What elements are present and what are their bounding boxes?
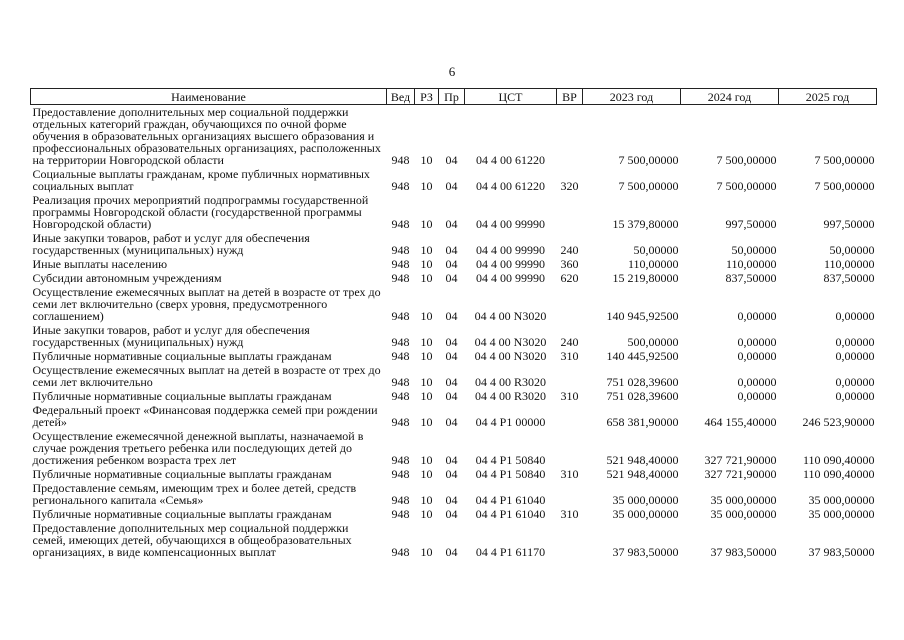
- header-2024: 2024 год: [681, 89, 779, 105]
- row-ved: 948: [391, 153, 410, 167]
- row-pr: 04: [445, 271, 458, 285]
- table-row: [31, 403, 877, 429]
- header-cst: ЦСТ: [465, 89, 557, 105]
- header-rz: РЗ: [415, 89, 439, 105]
- table-row: [31, 193, 877, 231]
- row-2024: 0,00000: [737, 309, 777, 323]
- table-row: [31, 271, 877, 285]
- row-rz: 10: [420, 467, 433, 481]
- row-2024: 0,00000: [737, 375, 777, 389]
- row-name: Осуществление ежемесячных выплат на детей в возрасте от трех до семи лет включительно (сверх уровня, предусмотренного соглашением): [32, 285, 381, 323]
- row-ved: 948: [391, 179, 410, 193]
- row-rz: 10: [420, 243, 433, 257]
- row-2023: 521 948,40000: [606, 467, 679, 481]
- row-vr: 620: [560, 271, 579, 285]
- row-cst: 04 4 00 99990: [476, 243, 545, 257]
- row-2024: 37 983,50000: [710, 545, 777, 559]
- row-pr: 04: [445, 467, 458, 481]
- row-2024: 7 500,00000: [716, 179, 777, 193]
- row-2023: 7 500,00000: [618, 153, 679, 167]
- row-2025: 50,00000: [829, 243, 875, 257]
- row-2025: 35 000,00000: [808, 493, 875, 507]
- table-row: [31, 323, 877, 349]
- row-pr: 04: [445, 545, 458, 559]
- row-rz: 10: [420, 217, 433, 231]
- row-2024: 0,00000: [737, 389, 777, 403]
- row-pr: 04: [445, 257, 458, 271]
- row-name: Осуществление ежемесячных выплат на детей в возрасте от трех до семи лет включительно: [32, 363, 381, 389]
- row-cst: 04 4 00 61220: [476, 179, 545, 193]
- row-name: Иные закупки товаров, работ и услуг для обеспечения государственных (муниципальных) нужд: [32, 323, 310, 349]
- row-vr: 310: [560, 467, 579, 481]
- row-2023: 751 028,39600: [606, 375, 679, 389]
- row-rz: 10: [420, 375, 433, 389]
- row-pr: 04: [445, 415, 458, 429]
- row-2023: 658 381,90000: [606, 415, 679, 429]
- row-2025: 246 523,90000: [802, 415, 875, 429]
- row-cst: 04 4 P1 61040: [475, 507, 546, 521]
- table-row: [31, 521, 877, 559]
- row-ved: 948: [391, 467, 410, 481]
- row-pr: 04: [445, 217, 458, 231]
- row-2023: 521 948,40000: [606, 453, 679, 467]
- row-2025: 35 000,00000: [808, 507, 875, 521]
- row-cst: 04 4 P1 00000: [475, 415, 546, 429]
- row-vr: 360: [560, 257, 579, 271]
- table-row: [31, 257, 877, 271]
- table-body: [31, 105, 877, 560]
- row-2024: 327 721,90000: [704, 467, 777, 481]
- budget-table: [30, 88, 877, 559]
- row-2025: 0,00000: [835, 335, 875, 349]
- row-pr: 04: [445, 309, 458, 323]
- row-2025: 0,00000: [835, 375, 875, 389]
- row-pr: 04: [445, 179, 458, 193]
- row-2024: 35 000,00000: [710, 507, 777, 521]
- table-row: [31, 285, 877, 323]
- row-vr: [557, 363, 583, 389]
- row-pr: 04: [445, 335, 458, 349]
- row-name: Публичные нормативные социальные выплаты гражданам: [32, 507, 332, 521]
- row-vr: [557, 481, 583, 507]
- row-cst: 04 4 00 N3020: [474, 309, 547, 323]
- row-ved: 948: [391, 271, 410, 285]
- row-vr: [557, 193, 583, 231]
- row-cst: 04 4 P1 61170: [475, 545, 546, 559]
- row-2024: 50,00000: [731, 243, 777, 257]
- table-row: [31, 105, 877, 168]
- row-pr: 04: [445, 375, 458, 389]
- row-ved: 948: [391, 375, 410, 389]
- row-rz: 10: [420, 507, 433, 521]
- row-rz: 10: [420, 257, 433, 271]
- row-ved: 948: [391, 389, 410, 403]
- row-pr: 04: [445, 153, 458, 167]
- row-2024: 7 500,00000: [716, 153, 777, 167]
- table-row: [31, 167, 877, 193]
- row-2025: 110,00000: [823, 257, 875, 271]
- row-name: Публичные нормативные социальные выплаты гражданам: [32, 389, 332, 403]
- row-2023: 110,00000: [627, 257, 679, 271]
- row-rz: 10: [420, 415, 433, 429]
- row-pr: 04: [445, 349, 458, 363]
- row-ved: 948: [391, 349, 410, 363]
- header-name: Наименование: [31, 89, 387, 105]
- row-ved: 948: [391, 493, 410, 507]
- row-2023: 50,00000: [633, 243, 679, 257]
- row-name: Осуществление ежемесячной денежной выплаты, назначаемой в случае рождения третьего ребенка или последующих детей до достижения ребенком возраста трех лет: [32, 429, 364, 467]
- row-rz: 10: [420, 179, 433, 193]
- row-cst: 04 4 00 99990: [476, 257, 545, 271]
- row-ved: 948: [391, 243, 410, 257]
- header-ved: Вед: [387, 89, 415, 105]
- row-vr: [557, 521, 583, 559]
- row-ved: 948: [391, 309, 410, 323]
- row-2023: 140 445,92500: [606, 349, 679, 363]
- row-vr: 310: [560, 507, 579, 521]
- table-row: [31, 467, 877, 481]
- row-vr: 310: [560, 349, 579, 363]
- row-pr: 04: [445, 453, 458, 467]
- row-cst: 04 4 P1 61040: [475, 493, 546, 507]
- row-rz: 10: [420, 349, 433, 363]
- row-rz: 10: [420, 493, 433, 507]
- row-rz: 10: [420, 153, 433, 167]
- row-cst: 04 4 P1 50840: [475, 467, 546, 481]
- row-name: Публичные нормативные социальные выплаты гражданам: [32, 349, 332, 363]
- row-vr: [557, 429, 583, 467]
- table-row: [31, 389, 877, 403]
- row-name: Предоставление дополнительных мер социальной поддержки отдельных категорий граждан, обучающихся по очной форме обучения в образовательных организациях высшего образования и профессиональных образовательных организациях, расположенных на территории Новгородской области: [32, 105, 381, 167]
- row-2024: 327 721,90000: [704, 453, 777, 467]
- table-row: [31, 363, 877, 389]
- row-2025: 997,50000: [823, 217, 875, 231]
- header-2023: 2023 год: [583, 89, 681, 105]
- row-vr: [557, 285, 583, 323]
- row-ved: 948: [391, 335, 410, 349]
- row-pr: 04: [445, 389, 458, 403]
- row-2024: 464 155,40000: [704, 415, 777, 429]
- row-2025: 0,00000: [835, 389, 875, 403]
- row-rz: 10: [420, 545, 433, 559]
- row-pr: 04: [445, 507, 458, 521]
- row-cst: 04 4 00 61220: [476, 153, 545, 167]
- row-2025: 0,00000: [835, 309, 875, 323]
- row-2023: 35 000,00000: [612, 493, 679, 507]
- row-cst: 04 4 00 N3020: [474, 335, 547, 349]
- row-vr: [557, 105, 583, 168]
- row-2023: 751 028,39600: [606, 389, 679, 403]
- row-pr: 04: [445, 493, 458, 507]
- header-pr: Пр: [439, 89, 465, 105]
- row-pr: 04: [445, 243, 458, 257]
- row-rz: 10: [420, 453, 433, 467]
- table-row: [31, 507, 877, 521]
- row-ved: 948: [391, 545, 410, 559]
- row-name: Иные выплаты населению: [32, 257, 168, 271]
- row-vr: 310: [560, 389, 579, 403]
- row-2025: 837,50000: [823, 271, 875, 285]
- row-name: Субсидии автономным учреждениям: [32, 271, 222, 285]
- row-2024: 837,50000: [725, 271, 777, 285]
- table-row: [31, 429, 877, 467]
- row-cst: 04 4 00 99990: [476, 271, 545, 285]
- row-2023: 37 983,50000: [612, 545, 679, 559]
- table-row: [31, 231, 877, 257]
- row-name: Предоставление дополнительных мер социальной поддержки семей, имеющих детей, обучающихся в общеобразовательных организациях, в виде компенсационных выплат: [32, 521, 352, 559]
- row-ved: 948: [391, 507, 410, 521]
- row-rz: 10: [420, 335, 433, 349]
- row-2025: 7 500,00000: [814, 179, 875, 193]
- row-2024: 0,00000: [737, 349, 777, 363]
- row-2025: 110 090,40000: [802, 453, 875, 467]
- row-rz: 10: [420, 309, 433, 323]
- row-2025: 110 090,40000: [802, 467, 875, 481]
- row-rz: 10: [420, 271, 433, 285]
- table-header-row: [31, 89, 877, 105]
- row-2024: 997,50000: [725, 217, 777, 231]
- row-ved: 948: [391, 257, 410, 271]
- row-name: Федеральный проект «Финансовая поддержка семей при рождении детей»: [32, 403, 378, 429]
- row-ved: 948: [391, 453, 410, 467]
- header-2025: 2025 год: [779, 89, 877, 105]
- row-cst: 04 4 P1 50840: [475, 453, 546, 467]
- row-2023: 15 219,80000: [612, 271, 679, 285]
- row-2023: 500,00000: [627, 335, 679, 349]
- row-ved: 948: [391, 217, 410, 231]
- table-row: [31, 481, 877, 507]
- row-2025: 37 983,50000: [808, 545, 875, 559]
- row-name: Иные закупки товаров, работ и услуг для обеспечения государственных (муниципальных) нужд: [32, 231, 310, 257]
- row-cst: 04 4 00 R3020: [474, 375, 546, 389]
- row-cst: 04 4 00 N3020: [474, 349, 547, 363]
- row-2025: 0,00000: [835, 349, 875, 363]
- row-vr: 240: [560, 335, 579, 349]
- row-vr: 320: [560, 179, 579, 193]
- row-vr: 240: [560, 243, 579, 257]
- row-2024: 35 000,00000: [710, 493, 777, 507]
- row-2024: 110,00000: [725, 257, 777, 271]
- row-name: Социальные выплаты гражданам, кроме публичных нормативных социальных выплат: [32, 167, 370, 193]
- row-2023: 15 379,80000: [612, 217, 679, 231]
- row-2023: 35 000,00000: [612, 507, 679, 521]
- row-2023: 140 945,92500: [606, 309, 679, 323]
- row-vr: [557, 403, 583, 429]
- row-ved: 948: [391, 415, 410, 429]
- header-vr: ВР: [557, 89, 583, 105]
- row-name: Публичные нормативные социальные выплаты гражданам: [32, 467, 332, 481]
- row-2024: 0,00000: [737, 335, 777, 349]
- table-row: [31, 349, 877, 363]
- row-name: Реализация прочих мероприятий подпрограммы государственной программы Новгородской области (государственной программы Новгородской области): [32, 193, 369, 231]
- row-name: Предоставление семьям, имеющим трех и более детей, средств регионального капитала «Семья»: [32, 481, 357, 507]
- row-2025: 7 500,00000: [814, 153, 875, 167]
- row-cst: 04 4 00 99990: [476, 217, 545, 231]
- row-cst: 04 4 00 R3020: [474, 389, 546, 403]
- page-number: 6: [448, 64, 456, 79]
- row-2023: 7 500,00000: [618, 179, 679, 193]
- row-rz: 10: [420, 389, 433, 403]
